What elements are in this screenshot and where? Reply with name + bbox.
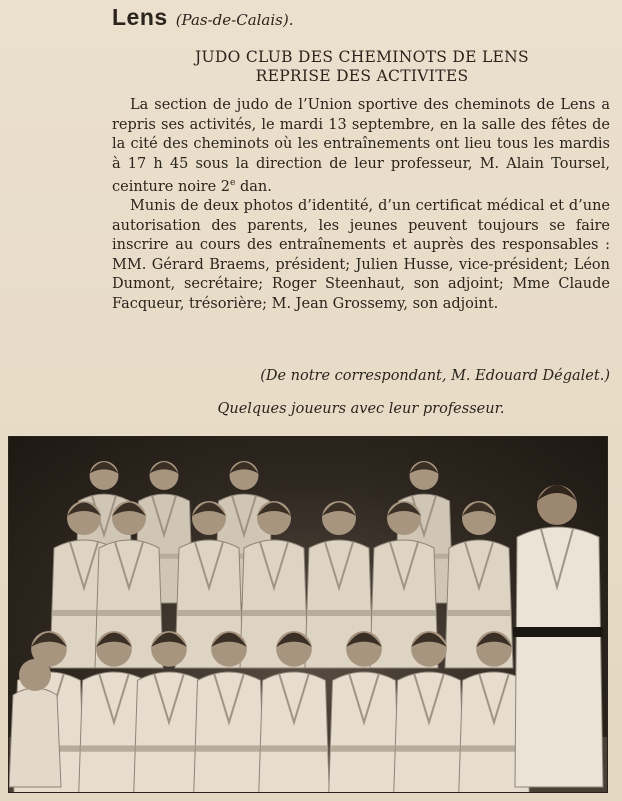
judo-belt: [330, 745, 397, 751]
judo-belt: [372, 610, 436, 616]
judo-belt: [135, 745, 202, 751]
dateline: [112, 4, 294, 31]
headline-line-2: REPRISE DES ACTIVITES: [255, 67, 469, 85]
judo-belt: [395, 745, 462, 751]
group-photo-illustration: [9, 437, 607, 792]
article-paragraph-1: [112, 96, 610, 197]
judo-belt: [260, 745, 327, 751]
judo-gi: [258, 672, 329, 792]
photo-caption: Quelques joueurs avec leur professeur.: [217, 401, 505, 417]
headline-line-1: JUDO CLUB DES CHEMINOTS DE LENS: [195, 48, 529, 66]
judo-belt: [97, 610, 161, 616]
article-headline: [112, 48, 612, 86]
face: [19, 659, 51, 691]
judo-belt: [195, 745, 262, 751]
black-belt: [513, 627, 603, 637]
judo-belt: [177, 610, 241, 616]
article-body: [112, 96, 610, 314]
paragraph-1-tail: dan.: [235, 178, 272, 195]
judo-gi: [393, 672, 464, 792]
judo-gi: [328, 672, 399, 792]
article-paragraph-2: Munis de deux photos d’identité, d’un certificat médical et d’une autorisation des parents, les jeunes peuvent toujours se faire inscrire au cours des entraînements et auprès des responsables : MM. Gérard Braems, président; Julien Husse, vice-président; Léon Dumont, secrétaire; Roger Steenhaut, son adjoint; Mme Claude Facqueur, trésorière; M. Jean Grossemy, son adjoint.: [112, 198, 610, 312]
article-byline: (De notre correspondant, M. Edouard Dégalet.): [260, 368, 610, 384]
professor-gi: [515, 527, 603, 787]
ordinal-suffix: e: [230, 178, 236, 188]
judo-belt: [307, 610, 371, 616]
dateline-region: (Pas-de-Calais).: [175, 11, 294, 29]
group-photo: [8, 436, 608, 793]
judo-belt: [447, 610, 511, 616]
judo-gi: [9, 688, 61, 787]
judo-belt: [242, 610, 306, 616]
professor-figure: [513, 485, 603, 787]
dateline-town: Lens: [112, 4, 168, 30]
paragraph-1-text: La section de judo de l’Union sportive des cheminots de Lens a repris ses activités, le mardi 13 septembre, en la salle des fêtes de la cité des cheminots où les entraînements ont lieu tous les mardis à 17 h 45 sous la direction de leur professeur, M. Alain Toursel, ceinture noire 2: [112, 97, 610, 195]
judo-gi: [193, 672, 264, 792]
